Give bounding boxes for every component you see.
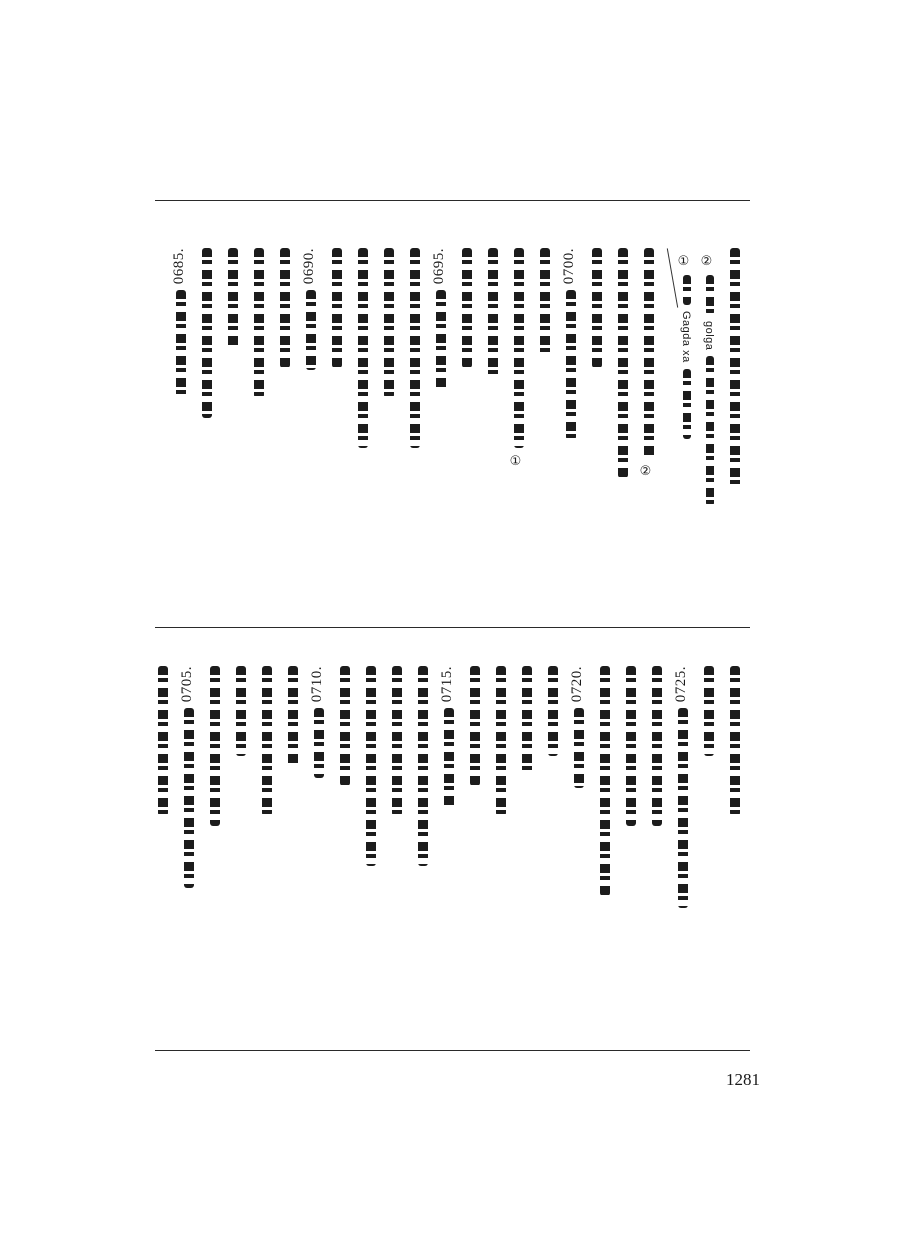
verse-column [274, 248, 296, 368]
mongolian-script-text [522, 666, 532, 776]
line-number: 0715. [439, 666, 455, 703]
verse-column [456, 248, 478, 368]
verse-column [196, 248, 218, 418]
footnote-transliteration: ɡolɡa [703, 321, 715, 351]
verse-column [412, 666, 434, 866]
mongolian-script-text [444, 708, 454, 808]
mongolian-script-text [730, 666, 740, 816]
verse-column [204, 666, 226, 826]
mongolian-script-text [566, 290, 576, 440]
verse-column [560, 248, 582, 440]
verse-column [282, 666, 304, 766]
footnote-marker: ② [699, 254, 714, 269]
verse-column [594, 666, 616, 896]
mongolian-script-text [358, 248, 368, 448]
top-rule [155, 200, 750, 201]
mongolian-script-text [683, 275, 691, 305]
mongolian-script-text [496, 666, 506, 816]
mongolian-script-text [202, 248, 212, 418]
mongolian-script-text [418, 666, 428, 866]
line-number: 0725. [673, 666, 689, 703]
verse-column [308, 666, 330, 778]
mongolian-script-text [540, 248, 550, 358]
mongolian-script-text [678, 708, 688, 908]
mongolian-script-text [158, 666, 168, 816]
verse-column [300, 248, 322, 370]
mongolian-script-text [704, 666, 714, 756]
mongolian-script-text [176, 290, 186, 400]
mongolian-script-text [644, 248, 654, 458]
inline-footnote-marker: ② [638, 464, 653, 479]
verse-column [360, 666, 382, 866]
verse-column [698, 666, 720, 756]
line-number: 0720. [569, 666, 585, 703]
mongolian-script-text [306, 290, 316, 370]
verse-column [404, 248, 426, 448]
mongolian-script-text [280, 248, 290, 368]
mongolian-script-text [488, 248, 498, 378]
mongolian-script-text [410, 248, 420, 448]
mongolian-script-text [706, 356, 714, 506]
verse-column [178, 666, 200, 888]
mongolian-script-text [462, 248, 472, 368]
mongolian-script-text [392, 666, 402, 816]
verse-column [386, 666, 408, 816]
line-number: 0700. [561, 248, 577, 285]
mongolian-script-text [470, 666, 480, 786]
verse-column [568, 666, 590, 788]
footnote-column [699, 248, 721, 506]
mongolian-script-text [314, 708, 324, 778]
mongolian-script-text [228, 248, 238, 348]
verse-column [534, 248, 556, 358]
verse-column [672, 666, 694, 908]
verse-column [378, 248, 400, 398]
bottom-rule [155, 1050, 750, 1051]
verse-column [586, 248, 608, 368]
verse-column [170, 248, 192, 400]
mongolian-script-text [262, 666, 272, 816]
mongolian-script-text [184, 708, 194, 888]
footnote-column [676, 248, 698, 439]
verse-column [612, 248, 634, 478]
line-number: 0685. [171, 248, 187, 285]
mongolian-script-text [730, 248, 740, 488]
mongolian-script-text [706, 275, 714, 315]
mongolian-script-text [340, 666, 350, 786]
line-number: 0695. [431, 248, 447, 285]
mongolian-script-text [683, 369, 691, 439]
mongolian-script-text [626, 666, 636, 826]
mongolian-script-text [548, 666, 558, 756]
footnote-transliteration: Gaɡda xa [680, 311, 692, 363]
verse-column [248, 248, 270, 398]
verse-column [482, 248, 504, 378]
mongolian-script-text [254, 248, 264, 398]
verse-column [490, 666, 512, 816]
mongolian-script-text [384, 248, 394, 398]
page-number: 1281 [726, 1070, 760, 1089]
verse-column [724, 666, 746, 816]
inline-footnote-marker: ① [508, 454, 523, 469]
mongolian-script-text [600, 666, 610, 896]
verse-column [638, 248, 660, 485]
verse-column [542, 666, 564, 756]
line-number: 0690. [301, 248, 317, 285]
verse-column [516, 666, 538, 776]
verse-column [152, 666, 174, 816]
mongolian-script-text [332, 248, 342, 368]
mongolian-script-text [618, 248, 628, 478]
middle-rule [155, 627, 750, 628]
verse-column [508, 248, 530, 475]
verse-column [430, 248, 452, 390]
mongolian-script-text [236, 666, 246, 756]
footnote-marker: ① [676, 254, 691, 269]
mongolian-script-text [592, 248, 602, 368]
verse-column [230, 666, 252, 756]
mongolian-script-text [366, 666, 376, 866]
verse-column [620, 666, 642, 826]
verse-column [326, 248, 348, 368]
mongolian-script-text [210, 666, 220, 826]
mongolian-script-text [652, 666, 662, 826]
verse-column [256, 666, 278, 816]
mongolian-script-text [514, 248, 524, 448]
verse-column [222, 248, 244, 348]
verse-column [646, 666, 668, 826]
verse-column [438, 666, 460, 808]
footnote-column [724, 248, 746, 488]
line-number: 0705. [179, 666, 195, 703]
mongolian-script-text [436, 290, 446, 390]
line-number: 0710. [309, 666, 325, 703]
mongolian-script-text [574, 708, 584, 788]
verse-column [464, 666, 486, 786]
verse-column [352, 248, 374, 448]
verse-column [334, 666, 356, 786]
mongolian-script-text [288, 666, 298, 766]
